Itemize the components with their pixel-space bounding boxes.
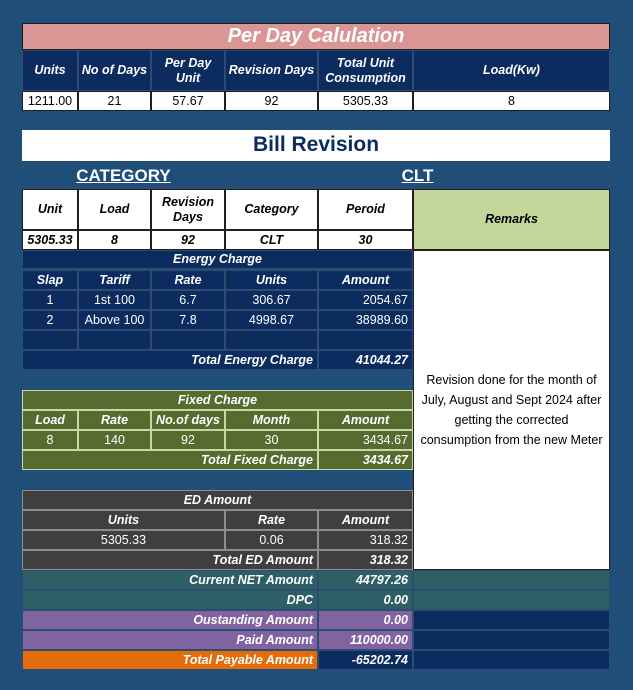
value-units: 1211.00 (22, 91, 78, 111)
header-no-of-days: No of Days (78, 50, 151, 91)
value-total-unit-consumption: 5305.33 (318, 91, 413, 111)
energy-row-2-amount: 38989.60 (318, 310, 413, 330)
paid-amount-value: 110000.00 (318, 630, 413, 650)
total-payable-amount-value: -65202.74 (318, 650, 413, 670)
rev-value-unit: 5305.33 (22, 230, 78, 250)
ed-row-amount: 318.32 (318, 530, 413, 550)
total-ed-amount-value: 318.32 (318, 550, 413, 570)
paid-amount-label: Paid Amount (22, 630, 318, 650)
ed-header-rate: Rate (225, 510, 318, 530)
bill-revision-title: Bill Revision (22, 130, 610, 161)
rev-value-period: 30 (318, 230, 413, 250)
outstanding-filler (413, 610, 610, 630)
remarks-header: Remarks (413, 189, 610, 250)
energy-row-1-slap: 1 (22, 290, 78, 310)
total-energy-charge-label: Total Energy Charge (22, 350, 318, 370)
remarks-text: Revision done for the month of July, August and Sept 2024 after getting the corrected consumption from the new Meter (413, 250, 610, 570)
energy-header-tariff: Tariff (78, 270, 151, 290)
rev-value-revision-days: 92 (151, 230, 225, 250)
ed-header-amount: Amount (318, 510, 413, 530)
total-payable-amount-label: Total Payable Amount (22, 650, 318, 670)
energy-row-2-rate: 7.8 (151, 310, 225, 330)
fixed-header-load: Load (22, 410, 78, 430)
header-revision-days: Revision Days (225, 50, 318, 91)
energy-empty-cell (225, 330, 318, 350)
value-revision-days: 92 (225, 91, 318, 111)
dpc-filler (413, 590, 610, 610)
fixed-header-month: Month (225, 410, 318, 430)
fixed-row-rate: 140 (78, 430, 151, 450)
category-value: CLT (225, 163, 610, 188)
value-per-day-unit: 57.67 (151, 91, 225, 111)
ed-header-units: Units (22, 510, 225, 530)
current-net-amount-label: Current NET Amount (22, 570, 318, 590)
header-per-day-unit: Per Day Unit (151, 50, 225, 91)
fixed-row-load: 8 (22, 430, 78, 450)
energy-header-slap: Slap (22, 270, 78, 290)
energy-header-rate: Rate (151, 270, 225, 290)
ed-row-units: 5305.33 (22, 530, 225, 550)
outstanding-amount-value: 0.00 (318, 610, 413, 630)
energy-row-2-units: 4998.67 (225, 310, 318, 330)
energy-row-1-tariff: 1st 100 (78, 290, 151, 310)
fixed-charge-title: Fixed Charge (22, 390, 413, 410)
ed-row-rate: 0.06 (225, 530, 318, 550)
paid-filler (413, 630, 610, 650)
energy-row-1-amount: 2054.67 (318, 290, 413, 310)
current-net-amount-filler (413, 570, 610, 590)
rev-header-load: Load (78, 189, 151, 230)
rev-header-category: Category (225, 189, 318, 230)
total-ed-amount-label: Total ED Amount (22, 550, 318, 570)
current-net-amount-value: 44797.26 (318, 570, 413, 590)
per-day-title: Per Day Calulation (22, 23, 610, 50)
energy-header-units: Units (225, 270, 318, 290)
header-units: Units (22, 50, 78, 91)
value-load-kw: 8 (413, 91, 610, 111)
fixed-row-amount: 3434.67 (318, 430, 413, 450)
rev-header-unit: Unit (22, 189, 78, 230)
fixed-row-no-of-days: 92 (151, 430, 225, 450)
energy-empty-cell (78, 330, 151, 350)
dpc-value: 0.00 (318, 590, 413, 610)
rev-header-revision-days: Revision Days (151, 189, 225, 230)
total-payable-filler (413, 650, 610, 670)
fixed-row-month: 30 (225, 430, 318, 450)
energy-row-1-units: 306.67 (225, 290, 318, 310)
fixed-header-rate: Rate (78, 410, 151, 430)
energy-charge-title: Energy Charge (22, 250, 413, 269)
category-label: CATEGORY (22, 163, 225, 188)
rev-header-period: Peroid (318, 189, 413, 230)
fixed-header-no-of-days: No.of days (151, 410, 225, 430)
rev-value-category: CLT (225, 230, 318, 250)
fixed-header-amount: Amount (318, 410, 413, 430)
value-no-of-days: 21 (78, 91, 151, 111)
ed-amount-title: ED Amount (22, 490, 413, 510)
energy-row-2-tariff: Above 100 (78, 310, 151, 330)
header-load-kw: Load(Kw) (413, 50, 610, 91)
total-fixed-charge-label: Total Fixed Charge (22, 450, 318, 470)
total-energy-charge-value: 41044.27 (318, 350, 413, 370)
energy-empty-cell (318, 330, 413, 350)
energy-row-1-rate: 6.7 (151, 290, 225, 310)
outstanding-amount-label: Oustanding Amount (22, 610, 318, 630)
energy-empty-cell (151, 330, 225, 350)
energy-row-2-slap: 2 (22, 310, 78, 330)
energy-header-amount: Amount (318, 270, 413, 290)
rev-value-load: 8 (78, 230, 151, 250)
dpc-label: DPC (22, 590, 318, 610)
header-total-unit-consumption: Total Unit Consumption (318, 50, 413, 91)
total-fixed-charge-value: 3434.67 (318, 450, 413, 470)
energy-empty-cell (22, 330, 78, 350)
